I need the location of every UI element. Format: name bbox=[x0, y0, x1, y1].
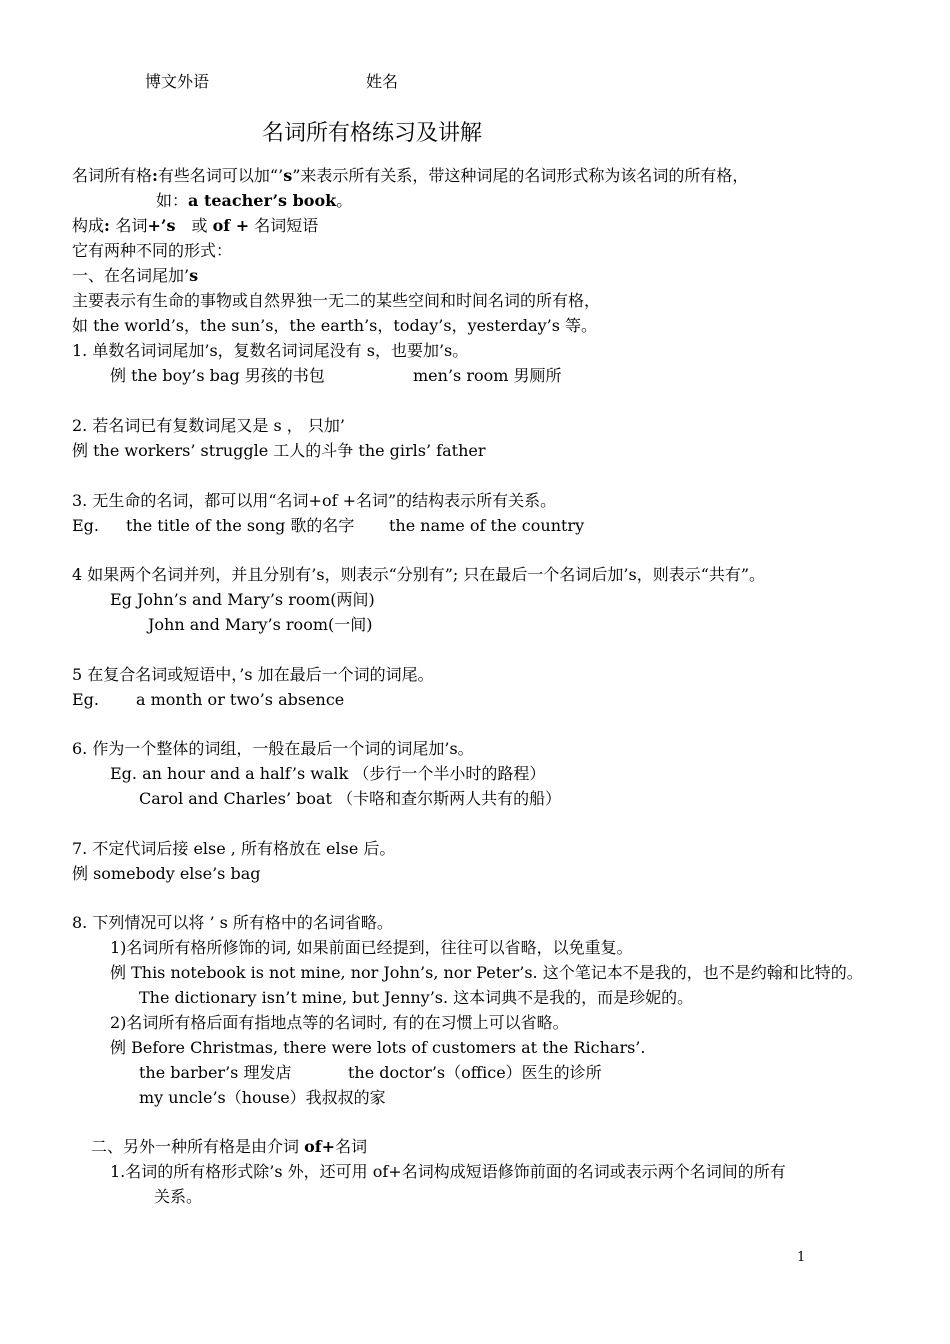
page-number: 1 bbox=[797, 1250, 806, 1265]
rule-3: 3. 无生命的名词，都可以用“名词+of +名词”的结构表示所有关系。 bbox=[72, 491, 557, 510]
rule-7: 7. 不定代词后接 else , 所有格放在 else 后。 bbox=[72, 839, 396, 858]
rule-3-example-a: the title of the song 歌的名字 bbox=[126, 516, 355, 535]
definition-example: 如：a teacher’s book。 bbox=[156, 191, 353, 210]
rule-1-example-a: 例 the boy’s bag 男孩的书包 bbox=[110, 366, 325, 385]
section-heading-1: 一、在名词尾加’s bbox=[72, 266, 199, 285]
rule-8: 8. 下列情况可以将 ’ s 所有格中的名词省略。 bbox=[72, 913, 393, 932]
section-2-rule-1-cont: 关系。 bbox=[154, 1187, 203, 1206]
rule-8-sub-2-example-a: 例 Before Christmas, there were lots of customers at the Richars’. bbox=[110, 1038, 646, 1057]
name-label: 姓名 bbox=[366, 72, 399, 91]
rule-1-example-b: men’s room 男厕所 bbox=[413, 366, 562, 385]
section-heading-2: 二、另外一种所有格是由介词 of+名词 bbox=[91, 1137, 368, 1156]
rule-5-example: a month or two’s absence bbox=[136, 690, 345, 709]
rule-3-eg-label: Eg. bbox=[72, 516, 100, 535]
school-name: 博文外语 bbox=[145, 72, 210, 91]
rule-4: 4 如果两个名词并列，并且分别有’s，则表示“分别有”; 只在最后一个名词后加’s，则表示“共有”。 bbox=[72, 565, 766, 584]
page-title: 名词所有格练习及讲解 bbox=[262, 121, 483, 146]
rule-6-example-b: Carol and Charles’ boat （卡咯和查尔斯两人共有的船） bbox=[139, 789, 562, 808]
composition-line: 构成: 名词+’s 或 of + 名词短语 bbox=[72, 216, 319, 235]
rule-6-example-a: Eg. an hour and a half’s walk （步行一个半小时的路程） bbox=[110, 764, 546, 783]
rule-8-sub-2-example-c: the doctor’s（office）医生的诊所 bbox=[348, 1063, 602, 1082]
rule-5-eg-label: Eg. bbox=[72, 690, 100, 709]
rule-6: 6. 作为一个整体的词组，一般在最后一个词的词尾加’s。 bbox=[72, 739, 474, 758]
rule-8-sub-2-example-b: the barber’s 理发店 bbox=[139, 1063, 292, 1082]
rule-2: 2. 若名词已有复数词尾又是 s ， 只加’ bbox=[72, 416, 345, 435]
rule-3-example-b: the name of the country bbox=[389, 516, 585, 535]
rule-8-sub-2-example-d: my uncle’s（house）我叔叔的家 bbox=[139, 1088, 386, 1107]
rule-4-example-a: Eg John’s and Mary’s room(两间) bbox=[110, 590, 375, 609]
rule-8-sub-1-example-a: 例 This notebook is not mine, nor John’s, nor Peter’s. 这个笔记本不是我的，也不是约翰和比特的。 bbox=[110, 963, 863, 982]
rule-8-sub-1-example-b: The dictionary isn’t mine, but Jenny’s. 这本词典不是我的，而是珍妮的。 bbox=[139, 988, 694, 1007]
rule-8-sub-1: 1)名词所有格所修饰的词, 如果前面已经提到，往往可以省略，以免重复。 bbox=[110, 938, 633, 957]
rule-7-example: 例 somebody else’s bag bbox=[72, 864, 261, 883]
rule-4-example-b: John and Mary’s room(一间) bbox=[148, 615, 373, 634]
rule-5: 5 在复合名词或短语中，’s 加在最后一个词的词尾。 bbox=[72, 665, 434, 684]
section-1-examples: 如 the world’s，the sun’s，the earth’s，today’s，yesterday’s 等。 bbox=[72, 316, 598, 335]
rule-8-sub-2: 2)名词所有格后面有指地点等的名词时, 有的在习惯上可以省略。 bbox=[110, 1013, 569, 1032]
forms-intro: 它有两种不同的形式： bbox=[72, 241, 233, 260]
section-2-rule-1: 1.名词的所有格形式除’s 外，还可用 of+名词构成短语修饰前面的名词或表示两个名词间的所有 bbox=[110, 1162, 786, 1181]
section-1-desc: 主要表示有生命的事物或自然界独一无二的某些空间和时间名词的所有格， bbox=[72, 291, 601, 310]
rule-2-example: 例 the workers’ struggle 工人的斗争 the girls’ father bbox=[72, 441, 486, 460]
rule-1: 1. 单数名词词尾加’s，复数名词词尾没有 s，也要加’s。 bbox=[72, 341, 469, 360]
definition-line: 名词所有格:有些名词可以加“’s”来表示所有关系，带这种词尾的名词形式称为该名词的所有格， bbox=[72, 166, 749, 185]
